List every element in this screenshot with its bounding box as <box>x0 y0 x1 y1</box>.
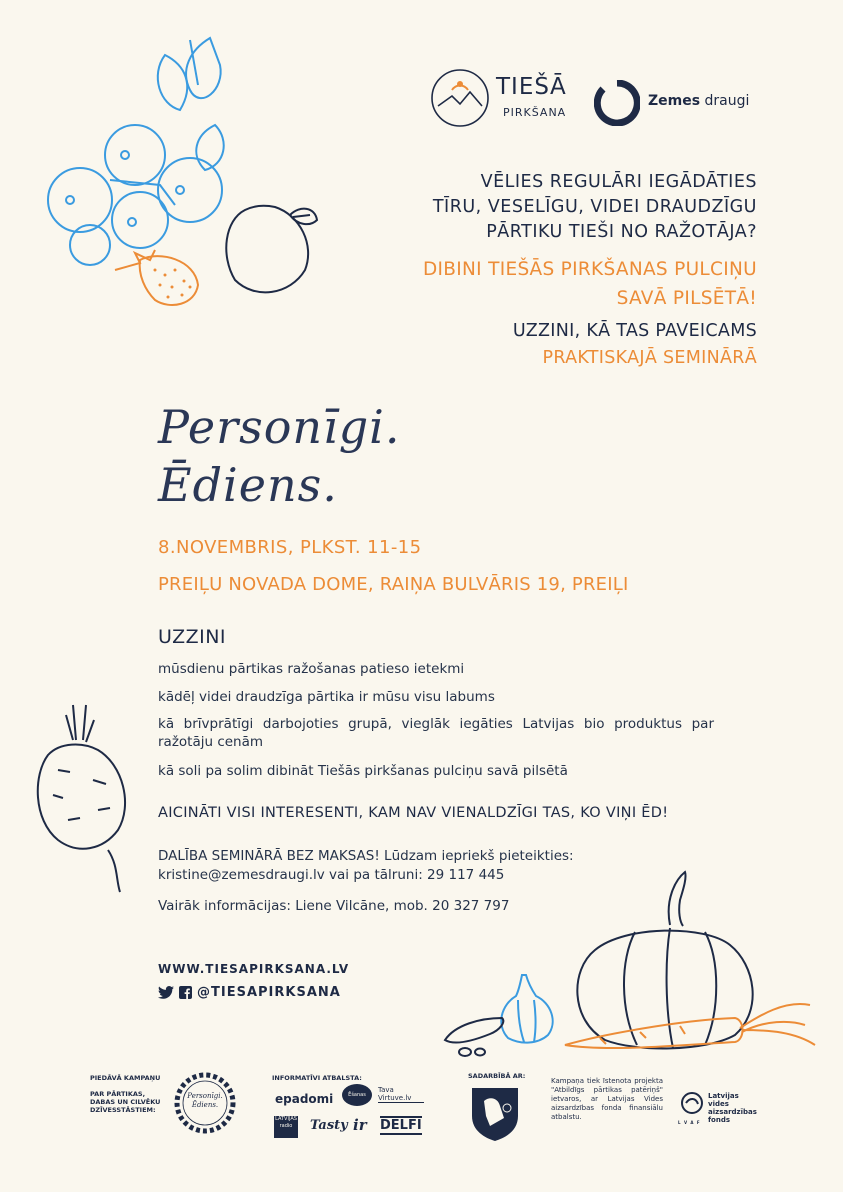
campaign-funding-text: Kampaņa tiek īstenota projekta "Atbildīgs pārtikas patēriņš" ietvaros, ar Latvijas Vides aizsardzības fonda finansiālu atbalstu. <box>551 1077 663 1121</box>
call-line-1: DIBINI TIEŠĀS PIRKŠANAS PULCIŅU <box>422 259 757 280</box>
footer-offers-text: PAR PĀRTIKAS, DABAS UN CILVĒKU DZĪVESSTĀSTIEM: <box>90 1090 161 1114</box>
coat-of-arms-icon <box>470 1086 520 1142</box>
event-place: PREIĻU NOVADA DOME, RAIŅA BULVĀRIS 19, PREIĻI <box>158 574 629 595</box>
wreath-line-1: Personīgi. <box>187 1092 223 1100</box>
title-line-1: Personīgi. <box>158 400 401 454</box>
social-row <box>158 985 341 1000</box>
tiesa-pirksana-logo-icon <box>430 68 490 128</box>
footer-offers-label: PIEDĀVĀ KAMPAŅU <box>90 1074 161 1082</box>
zemes-draugi-logo-icon <box>594 80 640 126</box>
participation-line-2[interactable]: kristine@zemesdraugi.lv vai pa tālruni: 29 117 445 <box>158 867 505 883</box>
wreath-line-2: Ēdiens. <box>191 1101 219 1109</box>
call-line-2: SAVĀ PILSĒTĀ! <box>616 288 757 309</box>
learn-item: mūsdienu pārtikas ražošanas patieso ietekmi <box>158 661 465 677</box>
campaign-title <box>158 398 401 514</box>
media-tava-virtuve-logo: Tava Virtuve.lv <box>378 1086 424 1103</box>
beans-illustration <box>440 1010 510 1060</box>
learn-heading: UZZINI <box>158 626 227 648</box>
more-info: Vairāk informācijas: Liene Vilcāne, mob. 20 327 797 <box>158 898 510 914</box>
website-link[interactable]: WWW.TIESAPIRKSANA.LV <box>158 962 350 976</box>
media-epadomi-logo: epadomi <box>275 1092 334 1106</box>
twitter-icon[interactable] <box>158 986 174 999</box>
question-line-2: TĪRU, VESELĪGU, VIDEI DRAUDZĪGU <box>432 197 757 217</box>
lvaf-line-2: vides <box>708 1100 729 1108</box>
media-ir-logo: ir <box>353 1116 367 1134</box>
berries-illustration <box>40 30 230 270</box>
media-tasty-logo: Tasty <box>310 1118 348 1133</box>
learn-item: kā brīvprātīgi darbojoties grupā, vieglāk iegāties Latvijas bio produktus par ražotāju cenām <box>158 716 714 750</box>
lvaf-line-1: Latvijas <box>708 1092 739 1100</box>
learn-line: UZZINI, KĀ TAS PAVEICAMS <box>512 321 757 341</box>
facebook-icon[interactable] <box>179 986 192 999</box>
wreath-title <box>180 1092 230 1110</box>
tiesa-logo-text: TIEŠĀ <box>496 74 567 100</box>
beet-illustration <box>28 700 143 895</box>
footer-cooperation-label: SADARBĪBĀ AR: <box>468 1072 526 1080</box>
participation-text <box>158 847 574 885</box>
lvaf-line-4: fonds <box>708 1116 731 1124</box>
draugi-word: draugi <box>700 93 750 109</box>
quince-illustration <box>215 195 325 305</box>
zemes-draugi-logo-text <box>648 93 749 109</box>
media-latvijas-radio-logo: LATVIJAS radio <box>274 1116 298 1138</box>
lvaf-text <box>708 1092 757 1124</box>
social-handle[interactable]: @TIESAPIRKSANA <box>197 985 341 1000</box>
participation-line-1: DALĪBA SEMINĀRĀ BEZ MAKSAS! Lūdzam iepriekš pieteikties: <box>158 848 574 864</box>
learn-item: kādēļ videi draudzīga pārtika ir mūsu visu labums <box>158 689 495 705</box>
lvaf-abbr: L V A F <box>678 1120 701 1125</box>
intro-call <box>423 255 757 313</box>
question-line-1: VĒLIES REGULĀRI IEGĀDĀTIES <box>480 172 757 192</box>
lvaf-logo-icon <box>680 1092 704 1118</box>
lvaf-line-3: aizsardzības <box>708 1108 757 1116</box>
learn-orange-line: PRAKTISKAJĀ SEMINĀRĀ <box>542 348 757 368</box>
carrot-illustration <box>560 990 820 1065</box>
zemes-word: Zemes <box>648 93 701 109</box>
media-delfi-logo: DELFI <box>380 1118 422 1133</box>
intro-learn <box>513 318 757 372</box>
event-date: 8.NOVEMBRIS, PLKST. 11-15 <box>158 537 422 558</box>
intro-question <box>433 170 757 245</box>
footer-informative-label: INFORMATĪVI ATBALSTA: <box>272 1074 362 1082</box>
invite-text: AICINĀTI VISI INTERESENTI, KAM NAV VIENALDZĪGI TAS, KO VIŅI ĒD! <box>158 805 669 821</box>
media-esanas-logo: Ēšanas <box>342 1084 372 1106</box>
question-line-3: PĀRTIKU TIEŠI NO RAŽOTĀJA? <box>486 222 757 242</box>
pirksana-logo-text: PIRKŠANA <box>503 106 567 119</box>
strawberry-illustration <box>110 245 205 315</box>
learn-item: kā soli pa solim dibināt Tiešās pirkšanas pulciņu savā pilsētā <box>158 763 568 779</box>
title-line-2: Ēdiens. <box>158 458 338 512</box>
